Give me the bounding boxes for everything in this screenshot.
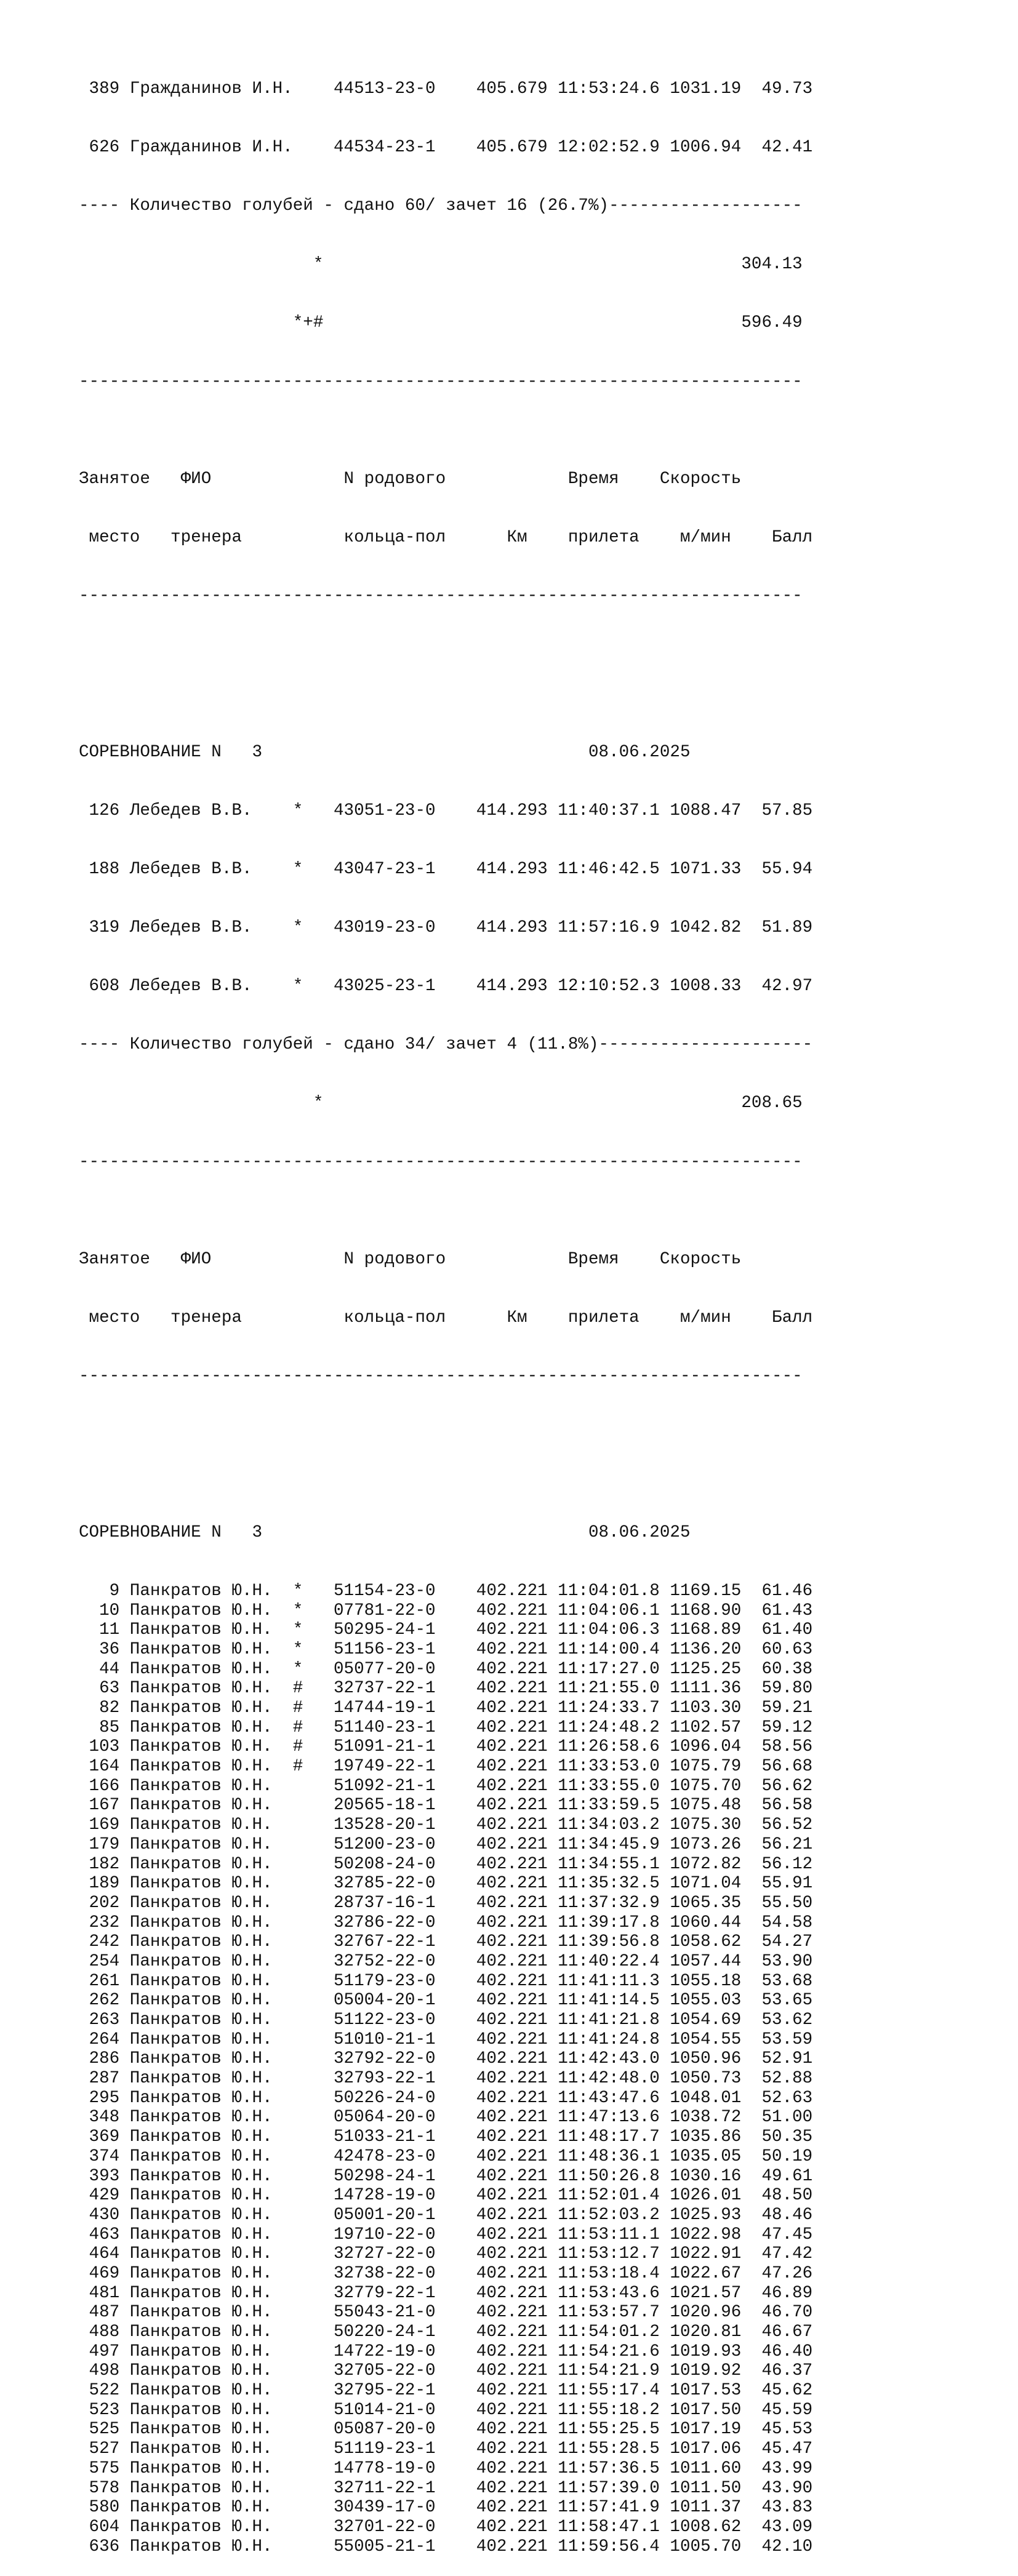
divider-line: -----------------------------------------------------------------------: [79, 1367, 803, 1386]
table-row: 262 Панкратов Ю.Н. 05004-20-1 402.221 11:41:14.5 1055.03 53.65: [79, 1991, 813, 2010]
table-row: 525 Панкратов Ю.Н. 05087-20-0 402.221 11:55:25.5 1017.19 45.53: [79, 2420, 813, 2439]
table-row: 575 Панкратов Ю.Н. 14778-19-0 402.221 11:57:36.5 1011.60 43.99: [79, 2458, 813, 2478]
table-row: 82 Панкратов Ю.Н. # 14744-19-1 402.221 11:24:33.7 1103.30 59.21: [79, 1698, 813, 1718]
results-document: [79, 21, 812, 2576]
table-row: 188 Лебедев В.В. * 43047-23-1 414.293 11:46:42.5 1071.33 55.94: [79, 860, 813, 879]
table-row: 9 Панкратов Ю.Н. * 51154-23-0 402.221 11:04:01.8 1169.15 61.46: [79, 1581, 813, 1601]
table-row: 527 Панкратов Ю.Н. 51119-23-1 402.221 11:55:28.5 1017.06 45.47: [79, 2439, 813, 2459]
divider-line: -----------------------------------------------------------------------: [79, 586, 803, 606]
divider-line: -----------------------------------------------------------------------: [79, 1152, 803, 1172]
table-row: 464 Панкратов Ю.Н. 32727-22-0 402.221 11:53:12.7 1022.91 47.42: [79, 2244, 813, 2264]
points-total: *+# 596.49: [79, 313, 803, 333]
blank-line: [79, 645, 812, 665]
column-header-line-2: место тренера кольца-пол Км прилета м/мин Балл: [79, 1308, 813, 1328]
column-header-line-2: место тренера кольца-пол Км прилета м/мин Балл: [79, 528, 813, 548]
table-row: 232 Панкратов Ю.Н. 32786-22-0 402.221 11:39:17.8 1060.44 54.58: [79, 1913, 813, 1932]
table-row: 369 Панкратов Ю.Н. 51033-21-1 402.221 11:48:17.7 1035.86 50.35: [79, 2127, 813, 2147]
table-row: 179 Панкратов Ю.Н. 51200-23-0 402.221 11:34:45.9 1073.26 56.21: [79, 1834, 813, 1854]
pigeon-count-summary: ---- Количество голубей - сдано 34/ зачет 4 (11.8%)---------------------: [79, 1035, 813, 1055]
table-row: 287 Панкратов Ю.Н. 32793-22-1 402.221 11:42:48.0 1050.73 52.88: [79, 2069, 813, 2089]
table-row: 286 Панкратов Ю.Н. 32792-22-0 402.221 11:42:43.0 1050.96 52.91: [79, 2049, 813, 2069]
table-row: 319 Лебедев В.В. * 43019-23-0 414.293 11:57:16.9 1042.82 51.89: [79, 918, 813, 938]
table-row: 167 Панкратов Ю.Н. 20565-18-1 402.221 11:33:59.5 1075.48 56.58: [79, 1796, 813, 1815]
table-row: 604 Панкратов Ю.Н. 32701-22-0 402.221 11:58:47.1 1008.62 43.09: [79, 2517, 813, 2537]
table-row: 522 Панкратов Ю.Н. 32795-22-1 402.221 11:55:17.4 1017.53 45.62: [79, 2381, 813, 2401]
table-row: 44 Панкратов Ю.Н. * 05077-20-0 402.221 11:17:27.0 1125.25 60.38: [79, 1659, 813, 1679]
table-row: 430 Панкратов Ю.Н. 05001-20-1 402.221 11:52:03.2 1025.93 48.46: [79, 2205, 813, 2225]
competition-title: СОРЕВНОВАНИЕ N 3 08.06.2025: [79, 742, 691, 762]
table-row: 469 Панкратов Ю.Н. 32738-22-0 402.221 11:53:18.4 1022.67 47.26: [79, 2263, 813, 2283]
table-row: 85 Панкратов Ю.Н. # 51140-23-1 402.221 11:24:48.2 1102.57 59.12: [79, 1718, 813, 1737]
table-row: 429 Панкратов Ю.Н. 14728-19-0 402.221 11:52:01.4 1026.01 48.50: [79, 2186, 813, 2206]
table-row: 463 Панкратов Ю.Н. 19710-22-0 402.221 11:53:11.1 1022.98 47.45: [79, 2225, 813, 2244]
table-row: 202 Панкратов Ю.Н. 28737-16-1 402.221 11:37:32.9 1065.35 55.50: [79, 1893, 813, 1913]
table-row: 578 Панкратов Ю.Н. 32711-22-1 402.221 11:57:39.0 1011.50 43.90: [79, 2478, 813, 2498]
table-row: 263 Панкратов Ю.Н. 51122-23-0 402.221 11:41:21.8 1054.69 53.62: [79, 2010, 813, 2030]
table-row: 374 Панкратов Ю.Н. 42478-23-0 402.221 11:48:36.1 1035.05 50.19: [79, 2146, 813, 2166]
table-row: 10 Панкратов Ю.Н. * 07781-22-0 402.221 11:04:06.1 1168.90 61.43: [79, 1601, 813, 1620]
table-row: 63 Панкратов Ю.Н. # 32737-22-1 402.221 11:21:55.0 1111.36 59.80: [79, 1679, 813, 1698]
points-total: * 208.65: [79, 1094, 803, 1113]
table-row: 126 Лебедев В.В. * 43051-23-0 414.293 11:40:37.1 1088.47 57.85: [79, 801, 813, 820]
column-header-line-1: Занятое ФИО N родового Время Скорость: [79, 1250, 742, 1270]
results-list: [79, 1582, 812, 2556]
pigeon-count-summary: ---- Количество голубей - сдано 60/ зачет 16 (26.7%)-------------------: [79, 196, 803, 216]
table-row: 636 Панкратов Ю.Н. 55005-21-1 402.221 11:59:56.4 1005.70 42.10: [79, 2537, 813, 2556]
competition-title: СОРЕВНОВАНИЕ N 3 08.06.2025: [79, 1522, 691, 1542]
table-row: 264 Панкратов Ю.Н. 51010-21-1 402.221 11:41:24.8 1054.55 53.59: [79, 2030, 813, 2049]
table-row: 481 Панкратов Ю.Н. 32779-22-1 402.221 11:53:43.6 1021.57 46.89: [79, 2283, 813, 2303]
table-row: 498 Панкратов Ю.Н. 32705-22-0 402.221 11:54:21.9 1019.92 46.37: [79, 2361, 813, 2381]
table-row: 164 Панкратов Ю.Н. # 19749-22-1 402.221 11:33:53.0 1075.79 56.68: [79, 1757, 813, 1777]
table-row: 348 Панкратов Ю.Н. 05064-20-0 402.221 11:47:13.6 1038.72 51.00: [79, 2108, 813, 2127]
table-row: 488 Панкратов Ю.Н. 50220-24-1 402.221 11:54:01.2 1020.81 46.67: [79, 2322, 813, 2342]
blank-line: [79, 1425, 812, 1445]
table-row: 389 Гражданинов И.Н. 44513-23-0 405.679 11:53:24.6 1031.19 49.73: [79, 79, 813, 99]
table-row: 254 Панкратов Ю.Н. 32752-22-0 402.221 11:40:22.4 1057.44 53.90: [79, 1951, 813, 1971]
table-row: 523 Панкратов Ю.Н. 51014-21-0 402.221 11:55:18.2 1017.50 45.59: [79, 2400, 813, 2420]
table-row: 242 Панкратов Ю.Н. 32767-22-1 402.221 11:39:56.8 1058.62 54.27: [79, 1932, 813, 1952]
table-row: 626 Гражданинов И.Н. 44534-23-1 405.679 12:02:52.9 1006.94 42.41: [79, 138, 813, 158]
table-row: 497 Панкратов Ю.Н. 14722-19-0 402.221 11:54:21.6 1019.93 46.40: [79, 2342, 813, 2361]
divider-line: -----------------------------------------------------------------------: [79, 372, 803, 391]
table-row: 11 Панкратов Ю.Н. * 50295-24-1 402.221 11:04:06.3 1168.89 61.40: [79, 1620, 813, 1640]
table-row: 608 Лебедев В.В. * 43025-23-1 414.293 12:10:52.3 1008.33 42.97: [79, 977, 813, 996]
table-row: 580 Панкратов Ю.Н. 30439-17-0 402.221 11:57:41.9 1011.37 43.83: [79, 2498, 813, 2518]
table-row: 261 Панкратов Ю.Н. 51179-23-0 402.221 11:41:11.3 1055.18 53.68: [79, 1971, 813, 1991]
table-row: 487 Панкратов Ю.Н. 55043-21-0 402.221 11:53:57.7 1020.96 46.70: [79, 2303, 813, 2322]
table-row: 166 Панкратов Ю.Н. 51092-21-1 402.221 11:33:55.0 1075.70 56.62: [79, 1776, 813, 1796]
points-total: * 304.13: [79, 255, 803, 274]
table-row: 36 Панкратов Ю.Н. * 51156-23-1 402.221 11:14:00.4 1136.20 60.63: [79, 1639, 813, 1659]
table-row: 182 Панкратов Ю.Н. 50208-24-0 402.221 11:34:55.1 1072.82 56.12: [79, 1854, 813, 1874]
table-row: 295 Панкратов Ю.Н. 50226-24-0 402.221 11:43:47.6 1048.01 52.63: [79, 2088, 813, 2108]
table-row: 103 Панкратов Ю.Н. # 51091-21-1 402.221 11:26:58.6 1096.04 58.56: [79, 1737, 813, 1757]
table-row: 393 Панкратов Ю.Н. 50298-24-1 402.221 11:50:26.8 1030.16 49.61: [79, 2166, 813, 2186]
column-header-line-1: Занятое ФИО N родового Время Скорость: [79, 470, 742, 489]
table-row: 169 Панкратов Ю.Н. 13528-20-1 402.221 11:34:03.2 1075.30 56.52: [79, 1815, 813, 1835]
table-row: 189 Панкратов Ю.Н. 32785-22-0 402.221 11:35:32.5 1071.04 55.91: [79, 1874, 813, 1894]
